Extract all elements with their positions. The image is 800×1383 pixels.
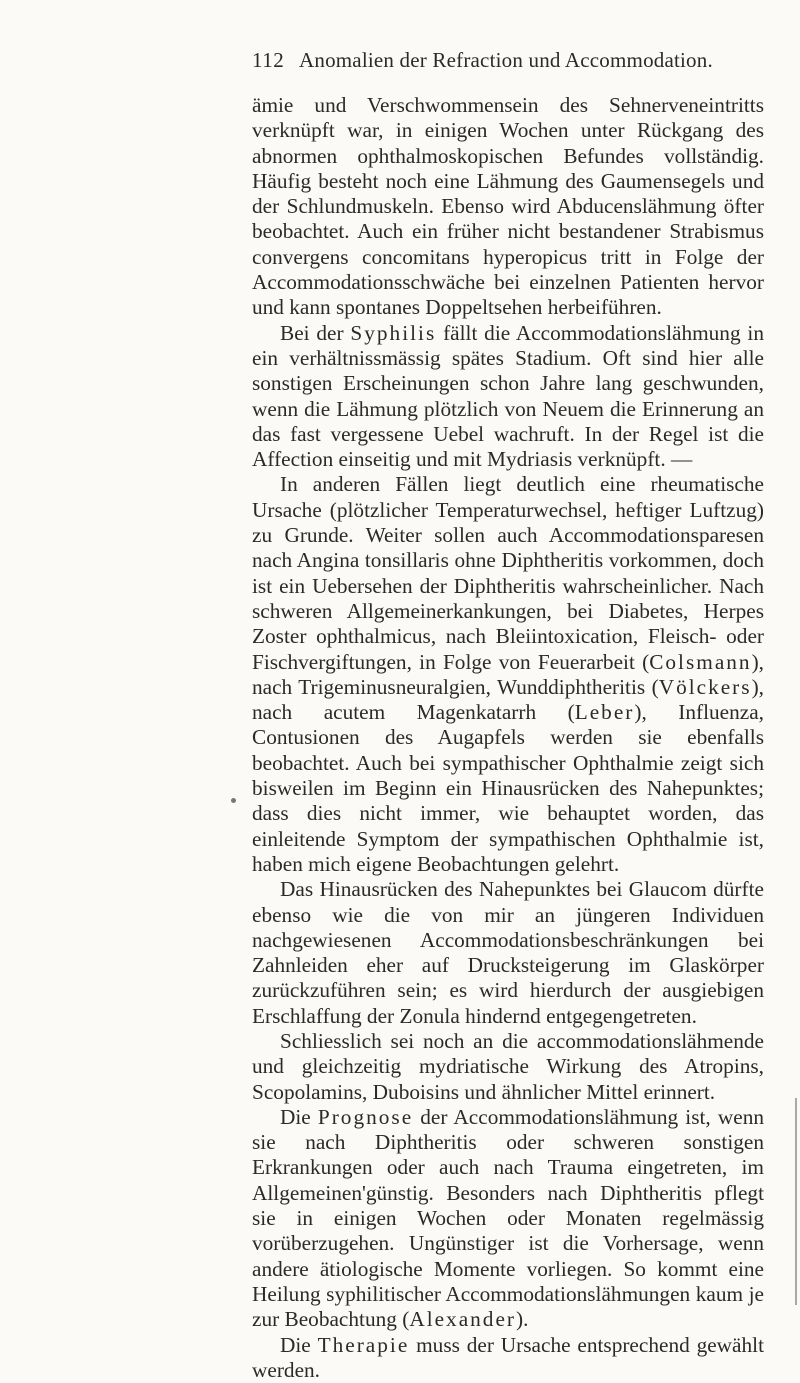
paragraph bbox=[252, 472, 764, 877]
paragraph bbox=[252, 93, 764, 321]
text-segment: ). bbox=[516, 1307, 529, 1332]
emphasized-name: Alexander bbox=[409, 1307, 517, 1332]
page-edge-shadow bbox=[795, 1098, 797, 1305]
text-segment: fällt die Accommodationslähmung in ein verhältnissmässig spätes Stadium. Oft sind hier alle sonstigen Erscheinungen schon Jahre lang geschwunden, wenn die Lähmung plötzlich von Neuem die Erinnerung an das fast vergessene Uebel wachruft. In der Regel ist die Affection einseitig und mit Mydriasis verknüpft. — bbox=[252, 320, 764, 472]
page-header bbox=[252, 48, 764, 88]
text-segment: Die bbox=[280, 1332, 318, 1357]
paragraph bbox=[252, 321, 764, 473]
text-segment: Schliesslich sei noch an die accommodationslähmende und gleichzeitig mydriatische Wirkung des Atropins, Scopolamins, Duboisins und ähnlicher Mittel erinnert. bbox=[252, 1028, 764, 1104]
paragraph bbox=[252, 1105, 764, 1333]
paragraph bbox=[252, 1029, 764, 1105]
text-segment: Das Hinausrücken des Nahepunktes bei Glaucom dürfte ebenso wie die von mir an jüngeren Individuen nachgewiesenen Accommodationsbeschränkungen bei Zahnleiden eher auf Drucksteigerung im Glaskörper zurückzuführen sein; es wird hierdurch der ausgiebigen Erschlaffung der Zonula hindernd entgegengetreten. bbox=[252, 877, 764, 1028]
text-segment: ), nach acutem Magenkatarrh ( bbox=[252, 674, 764, 725]
running-title: Anomalien der Refraction und Accommodation. bbox=[299, 48, 713, 72]
emphasized-name: Therapie bbox=[317, 1332, 410, 1357]
page-number: 112 bbox=[252, 48, 285, 72]
emphasized-name: Syphilis bbox=[350, 320, 437, 345]
emphasized-name: Prognose bbox=[317, 1104, 414, 1129]
margin-mark bbox=[231, 798, 236, 803]
text-segment: muss der Ursache entsprechend gewählt werden. bbox=[252, 1332, 764, 1382]
paragraph bbox=[252, 1333, 764, 1383]
text-segment: der Accommodationslähmung ist, wenn sie nach Diphtheritis oder schweren sonstigen Erkrankungen oder auch nach Trauma eingetreten, im Allgemeinen'günstig. Besonders nach Diphtheritis pflegt sie in einigen Wochen oder Monaten regelmässig vorüberzugehen. Ungünstiger ist die Vorhersage, wenn andere ätiologische Momente vorliegen. So kommt eine Heilung syphilitischer Accommodationslähmungen kaum je zur Beobachtung ( bbox=[252, 1104, 764, 1332]
text-segment: ), Influenza, Contusionen des Augapfels werden sie ebenfalls beobachtet. Auch bei sympathischer Ophthalmie zeigt sich bisweilen im Beginn ein Hinausrücken des Nahepunktes; dass dies nicht immer, wie behauptet worden, das einleitende Symptom der sympathischen Ophthalmie ist, haben mich eigene Beobachtungen gelehrt. bbox=[252, 700, 764, 876]
emphasized-name: Colsmann bbox=[649, 649, 752, 674]
emphasized-name: Leber bbox=[574, 700, 635, 725]
emphasized-name: Völckers bbox=[658, 674, 752, 699]
text-segment: Bei der bbox=[280, 320, 351, 345]
text-segment: ämie und Verschwommensein des Sehnerveneintritts verknüpft war, in einigen Wochen unter Rückgang des abnormen ophthalmoskopischen Befundes vollständig. Häufig besteht noch eine Lähmung des Gaumensegels und der Schlundmuskeln. Ebenso wird Abducenslähmung öfter beobachtet. Auch ein früher nicht bestandener Strabismus convergens concomitans hyperopicus tritt in Folge der Accommodationsschwäche bei einzelnen Patienten hervor und kann spontanes Doppeltsehen herbeiführen. bbox=[252, 93, 764, 320]
body-text bbox=[252, 93, 764, 1383]
text-segment: Die bbox=[280, 1104, 318, 1129]
text-segment: ), nach Trigeminusneuralgien, Wunddiphtheritis ( bbox=[252, 649, 764, 699]
text-segment: In anderen Fällen liegt deutlich eine rheumatische Ursache (plötzlicher Temperaturwechsel, heftiger Luftzug) zu Grunde. Weiter sollen auch Accommodationsparesen nach Angina tonsillaris ohne Diphtheritis vorkommen, doch ist ein Uebersehen der Diphtheritis wahrscheinlicher. Nach schweren Allgemeinerkankungen, bei Diabetes, Herpes Zoster ophthalmicus, nach Bleiintoxication, Fleisch- oder Fischvergiftungen, in Folge von Feuerarbeit ( bbox=[252, 472, 764, 674]
paragraph bbox=[252, 877, 764, 1029]
